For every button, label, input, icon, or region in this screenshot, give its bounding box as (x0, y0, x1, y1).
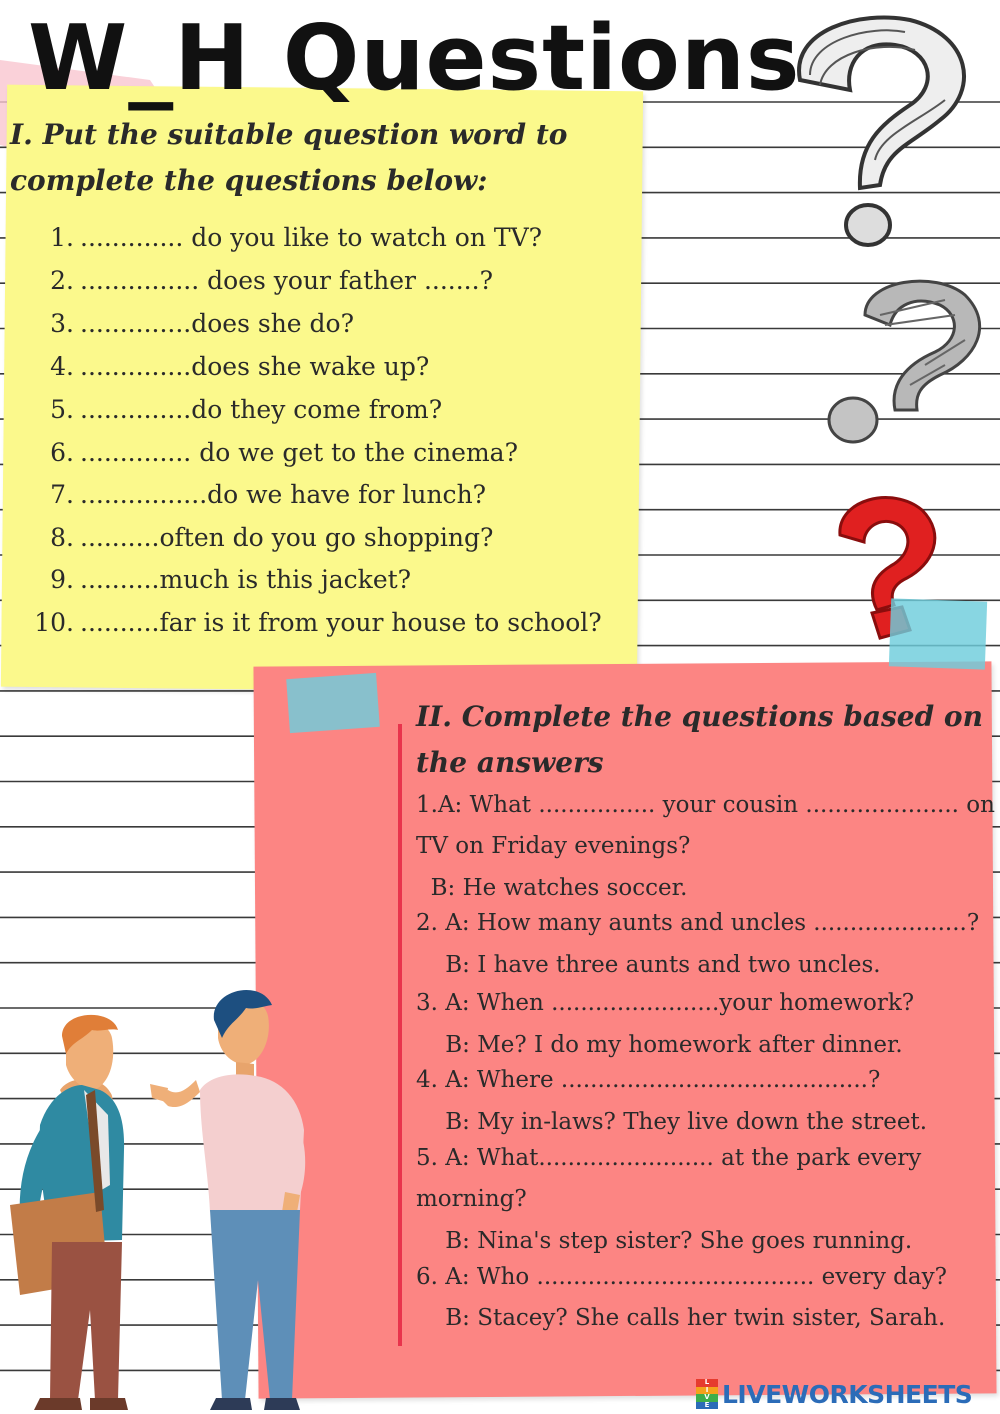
question-item (0, 261, 640, 301)
question-number: 9. (50, 565, 74, 594)
question-item (0, 433, 640, 473)
dialogue-line: B: He watches soccer. (416, 875, 688, 901)
question-text: ..............does she wake up? (80, 352, 430, 381)
logo-text: LIVEWORKSHEETS (722, 1379, 973, 1409)
question-item (0, 475, 640, 515)
logo-badge-letter: L (696, 1379, 718, 1387)
dialogue-line: B: My in-laws? They live down the street. (416, 1109, 928, 1135)
dialogue-line: 5. A: What........................ at the park every (416, 1145, 922, 1171)
question-text: ..............do they come from? (80, 395, 443, 424)
logo-badge-letter: E (696, 1402, 718, 1410)
question-number: 5. (50, 395, 74, 424)
question-number: 4. (50, 352, 74, 381)
question-number: 3. (50, 309, 74, 338)
logo-badge-letter: I (696, 1387, 718, 1395)
page-title: W_H Questions (28, 6, 801, 111)
margin-rule-line (398, 724, 402, 1346)
sketch-question-mark-icon (780, 10, 980, 255)
question-text: ..........far is it from your house to school? (80, 608, 602, 637)
blue-tape-right (889, 598, 987, 669)
section2-heading: II. Complete the questions based on the answers (416, 700, 983, 779)
logo-badge-letter: V (696, 1394, 718, 1402)
section1-heading: I. Put the suitable question word to complete the questions below: (10, 118, 568, 197)
dialogue-line: 4. A: Where ..........................................? (416, 1067, 881, 1093)
question-item (0, 518, 640, 558)
blue-tape-left (286, 673, 380, 733)
question-text: ............... does your father .......? (80, 266, 493, 295)
question-text: ..............does she do? (80, 309, 355, 338)
dialogue-line: B: Stacey? She calls her twin sister, Sarah. (416, 1305, 946, 1331)
dialogue-line: 2. A: How many aunts and uncles .....................? (416, 910, 980, 936)
logo-badge-icon (696, 1379, 718, 1409)
question-item (0, 218, 640, 258)
question-number: 7. (50, 480, 74, 509)
question-text: ..........much is this jacket? (80, 565, 412, 594)
question-number: 8. (50, 523, 74, 552)
question-number: 2. (50, 266, 74, 295)
question-item (0, 560, 640, 600)
dialogue-line: B: Nina's step sister? She goes running. (416, 1228, 913, 1254)
dialogue-line: morning? (416, 1186, 527, 1212)
dialogue-line: TV on Friday evenings? (416, 833, 691, 859)
dialogue-line: 1.A: What ................ your cousin ..................... on (416, 792, 995, 818)
question-item (0, 304, 640, 344)
question-number: 6. (50, 438, 74, 467)
dialogue-line: 6. A: Who ...................................... every day? (416, 1264, 947, 1290)
question-number: 10. (34, 608, 74, 637)
question-text: ................do we have for lunch? (80, 480, 487, 509)
dialogue-line: B: Me? I do my homework after dinner. (416, 1032, 903, 1058)
liveworksheets-logo (696, 1378, 972, 1410)
dialogue-line: 3. A: When .......................your homework? (416, 990, 915, 1016)
question-text: ............. do you like to watch on TV? (80, 223, 543, 252)
question-item (0, 603, 640, 643)
grey-question-mark-icon (825, 270, 990, 450)
dialogue-line: B: I have three aunts and two uncles. (416, 952, 881, 978)
question-text: .............. do we get to the cinema? (80, 438, 518, 467)
question-item (0, 390, 640, 430)
question-number: 1. (50, 223, 74, 252)
two-people-talking-illustration (0, 980, 340, 1414)
question-text: ..........often do you go shopping? (80, 523, 494, 552)
question-item (0, 347, 640, 387)
